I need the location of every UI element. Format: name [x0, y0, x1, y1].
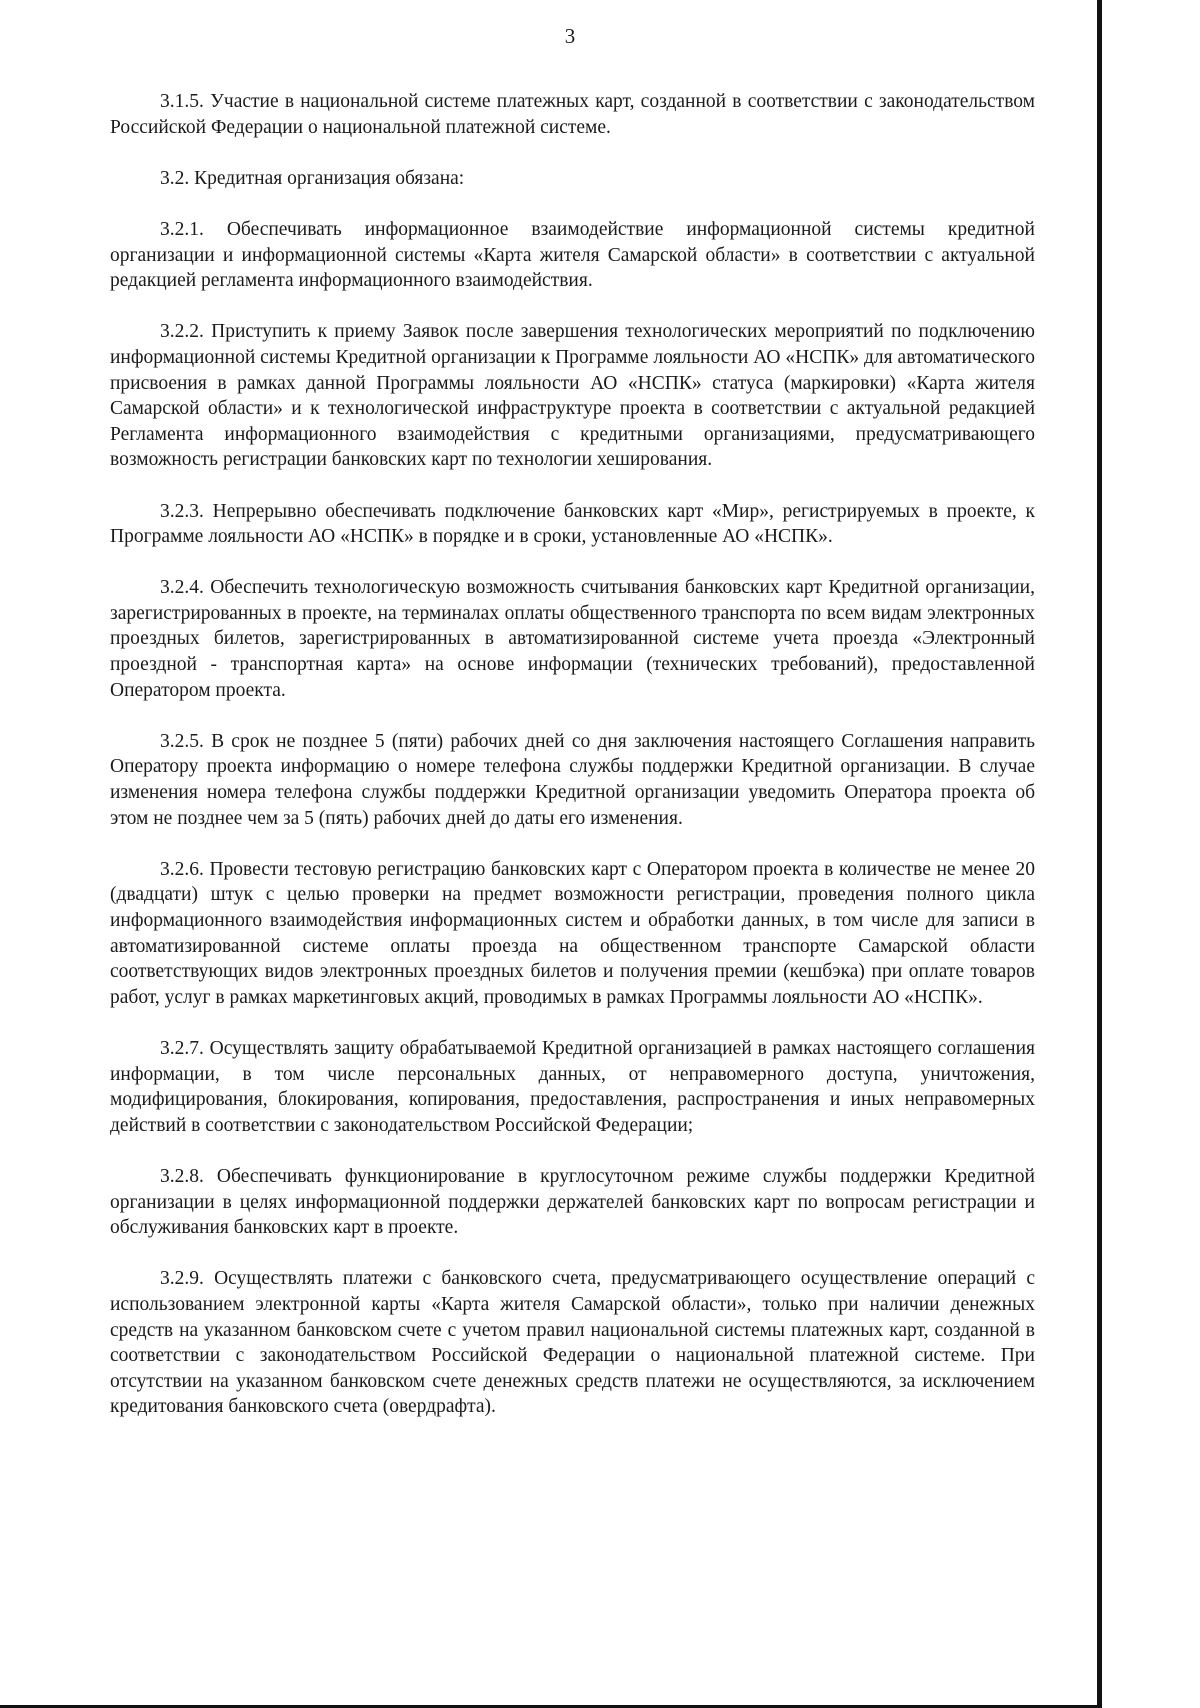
paragraph-3-2-9: 3.2.9. Осуществлять платежи с банковского счета, предусматривающего осуществление операций с использованием электронной карты «Карта жителя Самарской области», только при наличии денежных средств на указанном банковском счете с учетом правил национальной системы платежных карт, созданной в соответствии с законодательством Российской Федерации о национальной платежной системе. При отсутствии на указанном банковском счете денежных средств платежи не осуществляются, за исключением кредитования банковского счета (овердрафта).	[110, 1268, 1035, 1418]
paragraph-3-2-2: 3.2.2. Приступить к приему Заявок после завершения технологических мероприятий по подключению информационной системы Кредитной организации к Программе лояльности АО «НСПК» для автоматического присвоения в рамках данной Программы лояльности АО «НСПК» статуса (маркировки) «Карта жителя Самарской области» и к технологической инфраструктуре проекта в соответствии с актуальной редакцией Регламента информационного взаимодействия с кредитными организациями, предусматривающего возможность регистрации банковских карт по технологии хеширования.	[110, 321, 1035, 471]
scan-edge-right	[1097, 0, 1102, 1708]
paragraph-3-2-3: 3.2.3. Непрерывно обеспечивать подключение банковских карт «Мир», регистрируемых в проекте, к Программе лояльности АО «НСПК» в порядке и в сроки, установленные АО «НСПК».	[110, 500, 1035, 548]
paragraph-3-2: 3.2. Кредитная организация обязана:	[160, 167, 465, 189]
paragraph-3-2-7: 3.2.7. Осуществлять защиту обрабатываемой Кредитной организацией в рамках настоящего соглашения информации, в том числе персональных данных, от неправомерного доступа, уничтожения, модифицирования, блокирования, копирования, предоставления, распространения и иных неправомерных действий в соответствии с законодательством Российской Федерации;	[110, 1037, 1035, 1136]
paragraph-3-2-1: 3.2.1. Обеспечивать информационное взаимодействие информационной системы кредитной организации и информационной системы «Карта жителя Самарской области» в соответствии с актуальной редакцией регламента информационного взаимодействия.	[110, 218, 1035, 292]
document-body	[110, 89, 1035, 1420]
paragraph-3-2-8: 3.2.8. Обеспечивать функционирование в круглосуточном режиме службы поддержки Кредитной организации в целях информационной поддержки держателей банковских карт по вопросам регистрации и обслуживания банковских карт в проекте.	[110, 1165, 1035, 1239]
paragraph-3-1-5: 3.1.5. Участие в национальной системе платежных карт, созданной в соответствии с законодательством Российской Федерации о национальной платежной системе.	[110, 91, 1035, 138]
page-number: 3	[564, 24, 576, 48]
paragraph-3-2-4: 3.2.4. Обеспечить технологическую возможность считывания банковских карт Кредитной организации, зарегистрированных в проекте, на терминалах оплаты общественного транспорта по всем видам электронных проездных билетов, зарегистрированных в автоматизированной системе учета проезда «Электронный проездной - транспортная карта» на основе информации (технических требований), предоставленной Оператором проекта.	[110, 577, 1035, 701]
paragraph-3-2-6: 3.2.6. Провести тестовую регистрацию банковских карт с Оператором проекта в количестве не менее 20 (двадцати) штук с целью проверки на предмет возможности регистрации, проведения полного цикла информационного взаимодействия информационных систем и обработки данных, в том числе для записи в автоматизированной системе оплаты проезда на общественном транспорте Самарской области соответствующих видов электронных проездных билетов и получения премии (кешбэка) при оплате товаров работ, услуг в рамках маркетинговых акций, проводимых в рамках Программы лояльности АО «НСПК».	[110, 858, 1035, 1008]
paragraph-3-2-5: 3.2.5. В срок не позднее 5 (пяти) рабочих дней со дня заключения настоящего Соглашения направить Оператору проекта информацию о номере телефона службы поддержки Кредитной организации. В случае изменения номера телефона службы поддержки Кредитной организации уведомить Оператора проекта об этом не позднее чем за 5 (пять) рабочих дней до даты его изменения.	[110, 730, 1035, 829]
